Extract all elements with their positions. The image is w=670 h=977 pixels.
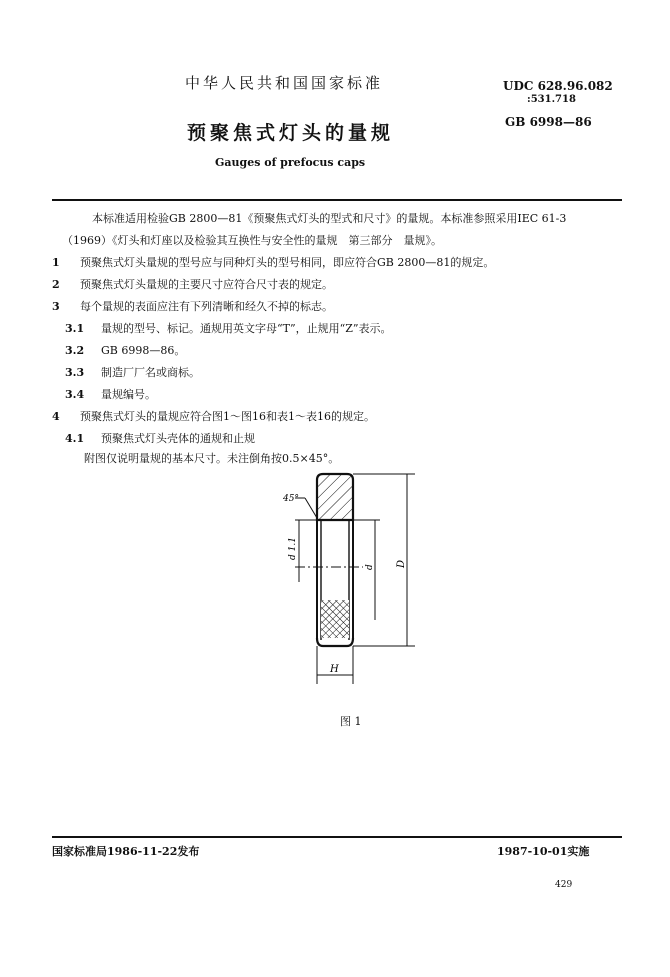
- clause-3-2: 3.2 GB 6998—86。: [65, 344, 186, 357]
- figure-caption: 图 1: [340, 715, 362, 728]
- page-number: 429: [555, 880, 573, 890]
- document-title: 预聚焦式灯头的量规: [187, 122, 395, 144]
- header-divider: [52, 199, 622, 201]
- gauge-cross-section-figure: [255, 470, 425, 690]
- knurled-section: [321, 600, 349, 638]
- clause-3: 3 每个量规的表面应注有下列清晰和经久不掉的标志。: [52, 300, 333, 313]
- clause-3-1: 3.1 量规的型号、标记。通规用英文字母“T”，止规用“Z”表示。: [65, 322, 392, 335]
- clause-1: 1 预聚焦式灯头量规的型号应与同种灯头的型号相同，即应符合GB 2800—81的规定。: [52, 256, 495, 269]
- national-standard-heading: 中华人民共和国国家标准: [185, 74, 384, 92]
- clause-4: 4 预聚焦式灯头的量规应符合图1～图16和表1～表16的规定。: [52, 410, 375, 423]
- intro-line-1: 本标准适用检验GB 2800—81《预聚焦式灯头的型式和尺寸》的量规。本标准参照采用IEC 61-3: [92, 212, 567, 225]
- figure-note: 附图仅说明量规的基本尺寸。未注倒角按0.5×45°。: [84, 452, 340, 465]
- clause-3-3: 3.3 制造厂厂名或商标。: [65, 366, 200, 379]
- clause-2: 2 预聚焦式灯头量规的主要尺寸应符合尺寸表的规定。: [52, 278, 333, 291]
- chamfer-label: 45°: [283, 494, 299, 504]
- issue-date: 国家标准局1986-11-22发布: [52, 845, 200, 858]
- implementation-date: 1987-10-01实施: [497, 845, 590, 858]
- hatched-section: [317, 474, 353, 520]
- clause-4-1: 4.1 预聚焦式灯头壳体的通规和止规: [65, 432, 255, 445]
- body-text: [52, 210, 627, 430]
- H-label: H: [330, 664, 339, 675]
- udc-line-1: UDC 628.96.082: [503, 79, 613, 93]
- clause-3-4: 3.4 量规编号。: [65, 388, 156, 401]
- udc-line-2: :531.718: [527, 94, 576, 105]
- D-label: D: [396, 559, 407, 568]
- footer-divider: [52, 836, 622, 838]
- udc-code: [503, 80, 613, 106]
- intro-line-2: （1969）《灯头和灯座以及检验其互换性与安全性的量规 第三部分 量规》。: [62, 234, 442, 247]
- standard-number: GB 6998—86: [505, 115, 592, 129]
- d-label: d: [365, 564, 375, 570]
- english-subtitle: Gauges of prefocus caps: [215, 156, 366, 169]
- d-tolerance-label: d 1.1: [288, 537, 298, 560]
